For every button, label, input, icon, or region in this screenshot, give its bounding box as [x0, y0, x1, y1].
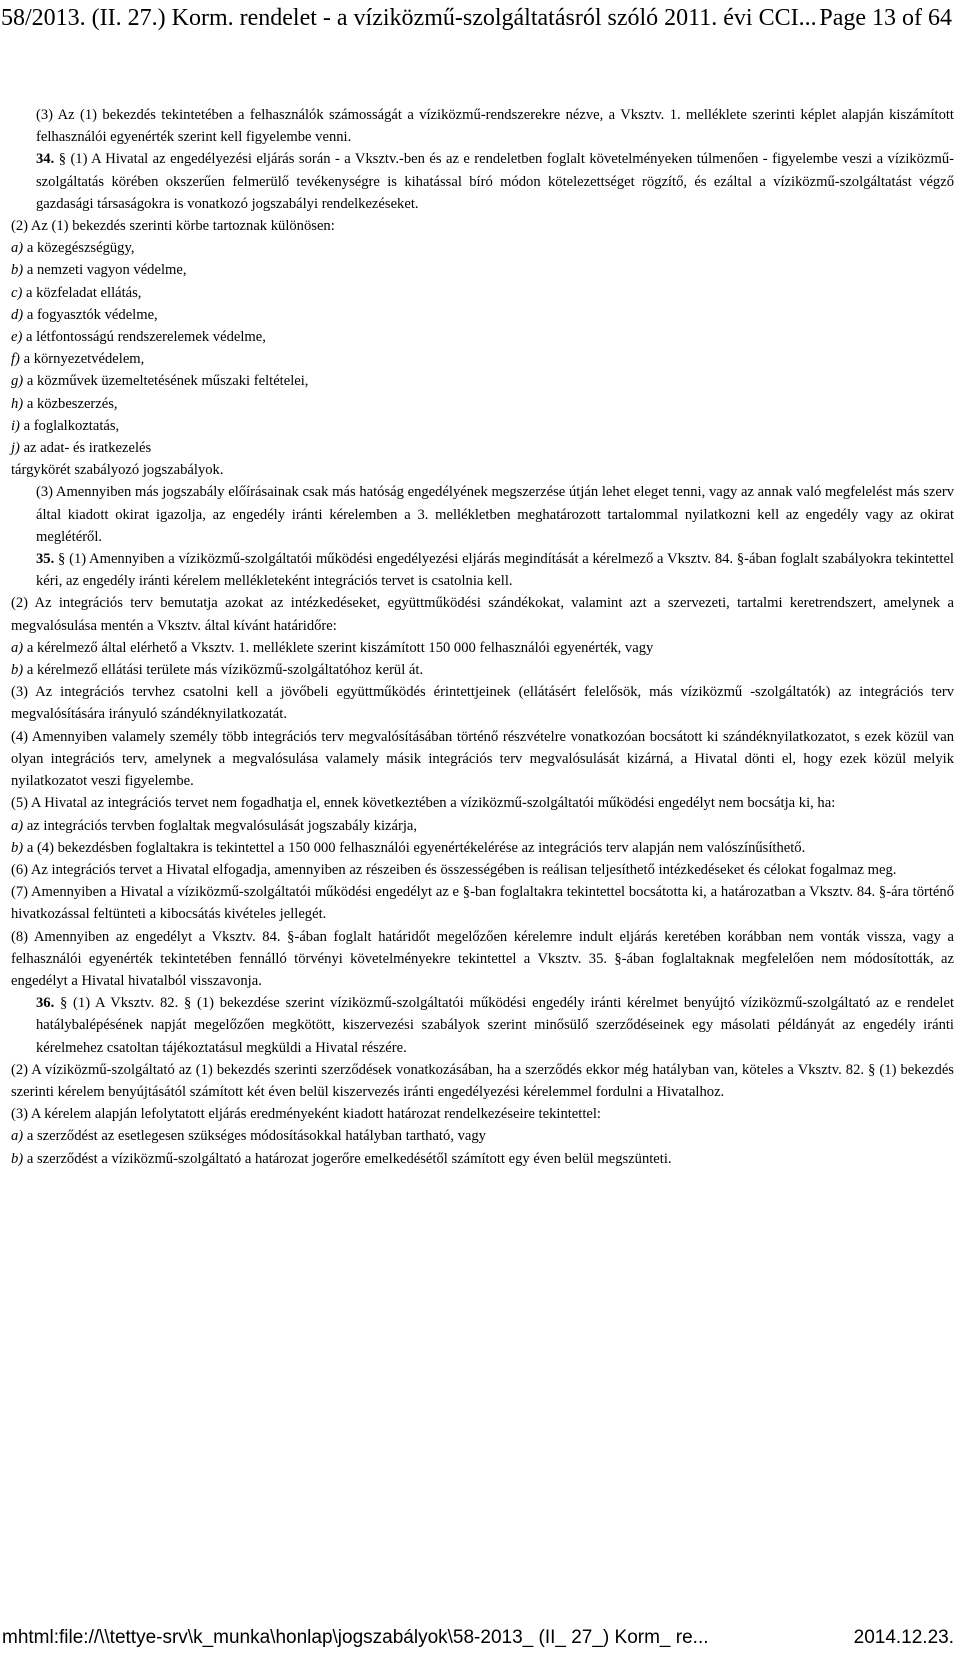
paragraph [11, 992, 954, 1059]
paragraph-text: (4) Amennyiben valamely személy több integrációs terv megvalósításában történő részvételre vonatkozóan bocsátott ki szándéknyilatkozatot, s ezek közül van olyan integrációs terv, amelynek a megvalósulása valamely másik integrációs terv megvalósulását kizárná, a Hivatal dönti el, hogy ezek közül melyik nyilatkozatot veszi figyelembe. [11, 728, 954, 790]
paragraph [11, 104, 954, 148]
item-letter: f) [11, 351, 20, 368]
paragraph [11, 837, 954, 859]
list-item [11, 237, 954, 259]
paragraph-text: a közfeladat ellátás, [22, 284, 142, 301]
paragraph-text: tárgykörét szabályozó jogszabályok. [11, 462, 224, 479]
item-letter: e) [11, 329, 23, 346]
paragraph-text: (6) Az integrációs tervet a Hivatal elfogadja, amennyiben az részeiben és összességében is reálisan teljesíthető intézkedéseket és célokat fogalmaz meg. [11, 861, 897, 878]
paragraph [11, 726, 954, 793]
list-item [11, 415, 954, 437]
paragraph-text: § (1) A Vksztv. 82. § (1) bekezdése szerint víziközmű-szolgáltatói működési engedély iránti kérelmet benyújtó víziközmű-szolgáltató az e rendelet hatálybalépésének napját megelőzően megkötött, kiszervezési szabályok szerint minősülő szerződéseinek egy másolati példányát az engedély iránti kérelmehez csatoltan tájékoztatásul megküldi a Hivatal részére. [36, 995, 954, 1056]
paragraph [11, 481, 954, 548]
paragraph-text: (7) Amennyiben a Hivatal a víziközmű-szolgáltatói működési engedélyt az e §-ban foglaltakra tekintettel bocsátotta ki, a határozatban a Vksztv. 84. §-ára történő hivatkozással feltünteti a kibocsátás kivételes jellegét. [11, 884, 954, 923]
paragraph-text: a kérelmező által elérhető a Vksztv. 1. melléklete szerint kiszámított 150 000 felhasználói egyenérték, vagy [23, 639, 654, 656]
list-item [11, 304, 954, 326]
paragraph [11, 148, 954, 215]
list-item [11, 459, 954, 481]
item-letter: a) [11, 240, 24, 257]
paragraph-text: a kérelmező ellátási területe más víziközmű-szolgáltatóhoz kerül át. [23, 662, 424, 679]
paragraph-text: (5) A Hivatal az integrációs tervet nem fogadhatja el, ennek következtében a víziközmű-szolgáltatói működési engedélyt nem bocsátja ki, ha: [11, 795, 836, 812]
paragraph-text: (3) Az integrációs tervhez csatolni kell a jövőbeli együttműködés érintettjeinek (ellátásért felelősök, más víziközmű -szolgáltatók) az integrációs terv megvalósítására irányuló szándéknyilatkozatát. [11, 684, 954, 723]
paragraph-text: a fogyasztók védelme, [23, 306, 158, 323]
paragraph [11, 592, 954, 636]
paragraph [11, 681, 954, 725]
list-item [11, 326, 954, 348]
paragraph [11, 1059, 954, 1103]
paragraph [11, 215, 954, 237]
list-item [11, 815, 954, 837]
section-number: 36. [36, 995, 55, 1012]
list-item [11, 370, 954, 392]
item-letter: c) [11, 284, 23, 301]
document-body [11, 104, 954, 1170]
list-item [11, 282, 954, 304]
item-letter: a) [11, 817, 24, 834]
section-number: 34. [36, 151, 55, 168]
page-header [0, 0, 960, 48]
item-letter: i) [11, 417, 20, 434]
paragraph-text: (2) Az integrációs terv bemutatja azokat az intézkedéseket, együttműködési szándékokat, valamint azt a szervezeti, tartalmi keretrendszert, amelynek a megvalósulása mentén a Vksztv. által kívánt határidőre: [11, 595, 954, 634]
paragraph [11, 548, 954, 592]
paragraph [11, 881, 954, 925]
paragraph-text: a szerződést az esetlegesen szükséges módosításokkal hatályban tartható, vagy [23, 1128, 486, 1145]
item-letter: d) [11, 306, 24, 323]
list-item [11, 437, 954, 459]
paragraph-text: a közegészségügy, [23, 240, 135, 257]
paragraph-text: a nemzeti vagyon védelme, [23, 262, 187, 279]
paragraph-text: a szerződést a víziközmű-szolgáltató a határozat jogerőre emelkedésétől számított egy éven belül megszünteti. [23, 1150, 672, 1167]
page-indicator: Page 13 of 64 [819, 5, 952, 31]
list-item [11, 1148, 954, 1170]
file-path: mhtml:file://\\tettye-srv\k_munka\honlap\jogszabályok\58-2013_ (II_ 27_) Korm_ re... [2, 1627, 709, 1648]
paragraph-text: (3) Az (1) bekezdés tekintetében a felhasználók számosságát a víziközmű-rendszerekre nézve, a Vksztv. 1. melléklete szerinti képlet alapján kiszámított felhasználói egyenérték szerint kell figyelembe venni. [36, 107, 954, 146]
paragraph-text: § (1) A Hivatal az engedélyezési eljárás során - a Vksztv.-ben és az e rendeletben foglalt követelményeken túlmenően - figyelembe veszi a víziközmű-szolgáltatás körében okszerűen felmerülő tevékenységre is kihatással bíró módon kötelezettséget rögzítő, és ezáltal a víziközmű-szolgáltatást végző gazdasági társaságokra is vonatkozó jogszabályi rendelkezéseket. [36, 151, 954, 212]
item-letter: b) [11, 662, 24, 679]
item-letter: a) [11, 639, 24, 656]
document-title: 58/2013. (II. 27.) Korm. rendelet - a víziközmű-szolgáltatásról szóló 2011. évi CCI... [1, 5, 817, 31]
item-letter: h) [11, 395, 24, 412]
paragraph [11, 792, 954, 814]
paragraph-text: a közművek üzemeltetésének műszaki feltételei, [23, 373, 309, 390]
paragraph-text: a (4) bekezdésben foglaltakra is tekintettel a 150 000 felhasználói egyenértékelérése az integrációs terv alapján nem valószínűsíthető. [23, 839, 806, 856]
list-item [11, 659, 954, 681]
item-letter: b) [11, 262, 24, 279]
item-letter: b) [11, 1150, 24, 1167]
paragraph-text: (2) Az (1) bekezdés szerinti körbe tartoznak különösen: [11, 218, 335, 235]
paragraph [11, 926, 954, 993]
print-date: 2014.12.23. [853, 1627, 954, 1648]
list-item [11, 1125, 954, 1147]
item-letter: g) [11, 373, 24, 390]
paragraph [11, 1103, 954, 1125]
section-number: 35. [36, 551, 55, 568]
paragraph-text: a közbeszerzés, [23, 395, 118, 412]
paragraph-text: (3) Amennyiben más jogszabály előírásainak csak más hatóság engedélyének megszerzése útján lehet eleget tenni, vagy az annak való megfelelést más szerv által kiadott okirat igazolja, az engedély iránti kérelemben a 3. mellékletben meghatározott tartalommal nyilatkozni kell az engedély vagy az okirat meglétéről. [36, 484, 954, 545]
paragraph-text: (2) A víziközmű-szolgáltató az (1) bekezdés szerinti szerződések vonatkozásában, ha a szerződés ekkor még hatályban van, köteles a Vksztv. 82. § (1) bekezdés szerinti kérelem benyújtásától számított két éven belül kiszervezés iránti engedélyezési kérelemmel fordulni a Hivatalhoz. [11, 1061, 954, 1100]
page-footer [0, 1622, 960, 1654]
list-item [11, 637, 954, 659]
paragraph-text: § (1) Amennyiben a víziközmű-szolgáltatói működési engedélyezési eljárás megindítását a kérelmező a Vksztv. 84. §-ában foglalt szabályokra tekintettel kéri, az engedély iránti kérelem mellékleteként integrációs tervet is csatolnia kell. [36, 551, 954, 590]
paragraph-text: (3) A kérelem alapján lefolytatott eljárás eredményeként kiadott határozat rendelkezéseire tekintettel: [11, 1106, 601, 1123]
list-item [11, 348, 954, 370]
list-item [11, 259, 954, 281]
paragraph-text: (8) Amennyiben az engedélyt a Vksztv. 84. §-ában foglalt határidőt megelőzően kérelemre indult eljárás keretében korábban nem vonták vissza, vagy a felhasználói egyenérték tekintetében fennálló törvényi követelményekre tekintettel a Vksztv. 35. §-ában foglaltaknak megfelelően nem módosították, az engedélyt a Hivatal hivatalból visszavonja. [11, 928, 954, 989]
paragraph-text: az adat- és iratkezelés [19, 440, 152, 457]
list-item [11, 393, 954, 415]
paragraph-text: az integrációs tervben foglaltak megvalósulását jogszabály kizárja, [23, 817, 418, 834]
item-letter: b) [11, 839, 24, 856]
paragraph-text: a foglalkoztatás, [19, 417, 120, 434]
paragraph-text: a környezetvédelem, [19, 351, 145, 368]
paragraph [11, 859, 954, 881]
item-letter: j) [11, 440, 20, 457]
paragraph-text: a létfontosságú rendszerelemek védelme, [22, 329, 266, 346]
item-letter: a) [11, 1128, 24, 1145]
